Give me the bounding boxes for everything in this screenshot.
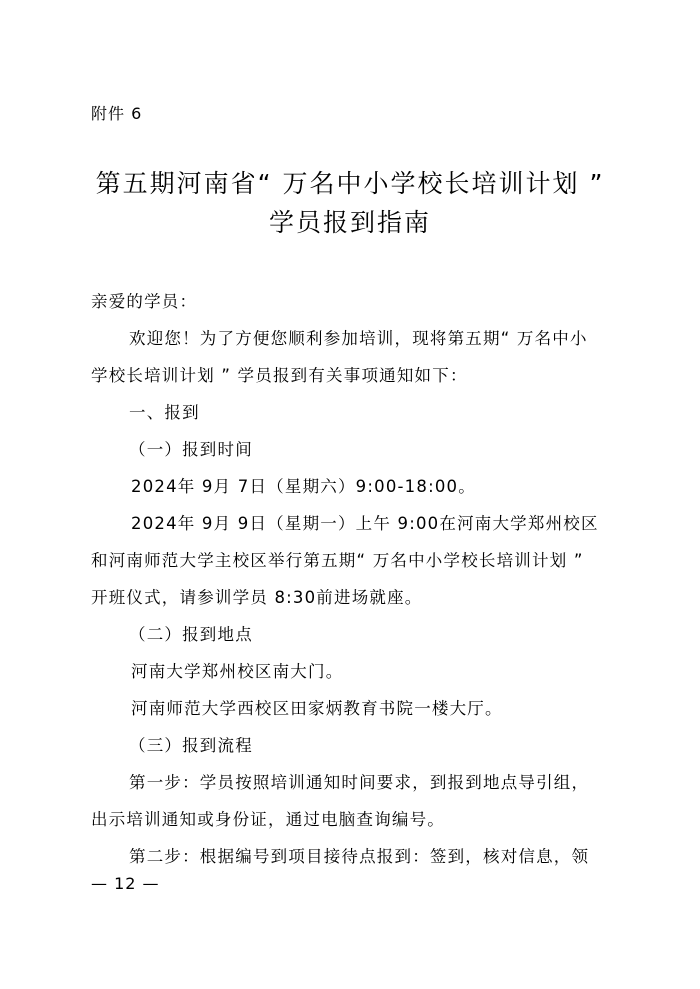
paragraph-line: 第一步：学员按照培训通知时间要求，到报到地点导引组， — [129, 773, 590, 792]
salutation: 亲爱的学员： — [91, 292, 198, 311]
subsection-heading: （二）报到地点 — [129, 625, 253, 644]
paragraph-line: 河南师范大学西校区田家炳教育书院一楼大厅。 — [131, 699, 503, 718]
paragraph-line: 欢迎您！为了方便您顺利参加培训，现将第五期“ 万名中小 — [129, 329, 588, 348]
paragraph-line: 和河南师范大学主校区举行第五期“ 万名中小学校长培训计划 ” — [91, 551, 584, 570]
document-body — [91, 283, 627, 875]
paragraph-line: 2024年 9月 9日（星期一）上午 9:00在河南大学郑州校区 — [131, 514, 599, 533]
paragraph-line: 开班仪式，请参训学员 8:30前进场就座。 — [91, 588, 423, 607]
subsection-heading: （一）报到时间 — [129, 440, 253, 459]
page-number: — 12 — — [91, 874, 160, 893]
document-title-line-2: 学员报到指南 — [268, 208, 431, 237]
paragraph-line: 河南大学郑州校区南大门。 — [131, 662, 344, 681]
paragraph-line: 2024年 9月 7日（星期六）9:00-18:00。 — [131, 477, 476, 496]
paragraph-line: 学校长培训计划 ” 学员报到有关事项通知如下： — [91, 366, 468, 385]
section-heading: 一、报到 — [129, 403, 200, 422]
attachment-label: 附件 6 — [91, 104, 143, 123]
subsection-heading: （三）报到流程 — [129, 736, 253, 755]
paragraph-line: 第二步：根据编号到项目接待点报到：签到，核对信息，领 — [129, 847, 590, 866]
document-title-line-1: 第五期河南省“ 万名中小学校长培训计划 ” — [95, 169, 605, 198]
paragraph-line: 出示培训通知或身份证，通过电脑查询编号。 — [91, 810, 445, 829]
